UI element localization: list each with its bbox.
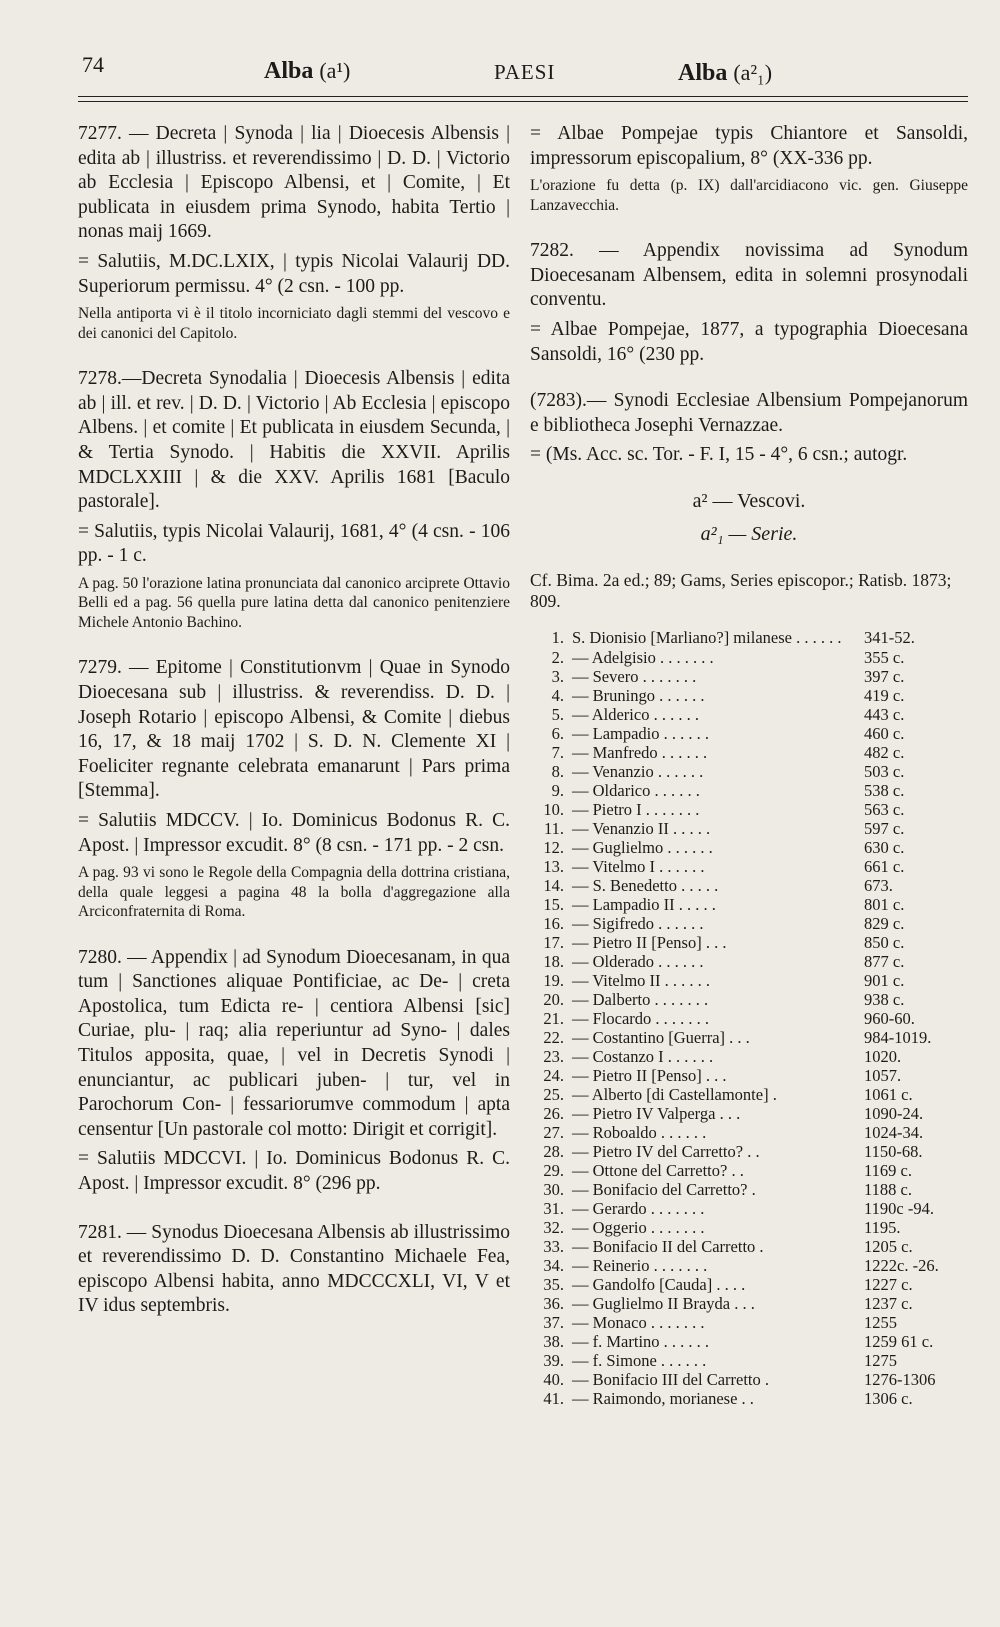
running-head-left-sub: (a¹) (319, 58, 351, 83)
bishop-row (530, 1332, 968, 1351)
bishop-row (530, 971, 968, 990)
bishop-name: — Lampadio II . . . . . (572, 894, 716, 914)
entry-7277 (78, 122, 510, 343)
bishop-name: — Severo . . . . . . . (572, 666, 697, 686)
bishop-date: 850 c. (864, 932, 905, 952)
running-head-right-sub: (a²₁) (733, 60, 773, 85)
bishop-number: 1. (551, 627, 564, 647)
bishop-date: 443 c. (864, 704, 905, 724)
bibliography-reference: Cf. Bima. 2a ed.; 89; Gams, Series episcopor.; Ratisb. 1873; 809. (530, 569, 952, 611)
right-column (530, 122, 968, 1408)
bishop-number: 23. (543, 1046, 564, 1066)
bishop-number: 37. (543, 1312, 564, 1332)
bishop-row (530, 1085, 968, 1104)
bishop-number: 20. (543, 989, 564, 1009)
bishop-date: 1227 c. (864, 1274, 913, 1294)
bishop-row (530, 1218, 968, 1237)
bishop-row (530, 743, 968, 762)
bishop-number: 15. (543, 894, 564, 914)
bishop-row (530, 1104, 968, 1123)
bishop-number: 5. (551, 704, 564, 724)
header-rule-thin (78, 101, 968, 102)
bishop-name: — Bonifacio III del Carretto . (572, 1369, 770, 1389)
bishop-name: — Bonifacio del Carretto? . (572, 1179, 756, 1199)
bishop-row (530, 1237, 968, 1256)
bishop-date: 1306 c. (864, 1388, 913, 1408)
entry-7283 (530, 389, 968, 468)
bishop-row (530, 648, 968, 667)
bishop-row (530, 724, 968, 743)
bishop-date: 1057. (864, 1065, 902, 1085)
bishop-number: 21. (543, 1008, 564, 1028)
bishop-row (530, 933, 968, 952)
bishop-row (530, 705, 968, 724)
bishop-row (530, 990, 968, 1009)
bishop-row (530, 914, 968, 933)
section-title: a² — Vescovi. (692, 489, 806, 512)
entry-imprint: = Salutiis, typis Nicolai Valaurij, 1681, 4° (4 csn. - 106 pp. - 1 c. (78, 520, 510, 567)
entry-imprint: = Salutiis MDCCVI. | Io. Dominicus Bodonus R. C. Apost. | Impressor excudit. 8° (296 pp. (78, 1148, 510, 1194)
bishop-date: 829 c. (864, 913, 905, 933)
bishop-number: 9. (551, 780, 564, 800)
bishop-row (530, 1047, 968, 1066)
bishop-number: 32. (543, 1217, 564, 1237)
bishop-date: 1190c -94. (864, 1198, 934, 1218)
bishop-row (530, 876, 968, 895)
bishop-row (530, 819, 968, 838)
bishop-row (530, 781, 968, 800)
bishop-date: 482 c. (864, 742, 905, 762)
bishop-name: — Oldarico . . . . . . (572, 780, 700, 800)
entry-7282 (530, 239, 968, 367)
bishop-date: 1237 c. (864, 1293, 913, 1313)
bishop-row (530, 800, 968, 819)
bishop-name: — Venanzio II . . . . . (572, 818, 711, 838)
bishop-date: 1169 c. (864, 1160, 912, 1180)
bishop-row (530, 628, 968, 648)
bishop-row (530, 1142, 968, 1161)
bishop-date: 901 c. (864, 970, 905, 990)
bishop-number: 29. (543, 1160, 564, 1180)
bishop-name: — Roboaldo . . . . . . (572, 1122, 707, 1142)
bishop-number: 17. (543, 932, 564, 952)
entry-7281 (78, 1221, 510, 1319)
page-number: 74 (82, 52, 104, 77)
bishop-name: — Ottone del Carretto? . . (572, 1160, 744, 1180)
entry-title: 7277. — Decreta | Synoda | lia | Dioecesis Albensis | edita ab | illustriss. et reverendissimo | D. D. | Victorio ab Ecclesia | Episcopo Albensi, et | Comite, | Et publicata in eiusdem prima Synodo, habita Tertio | nonas maij 1669. (78, 123, 510, 243)
bishop-date: 460 c. (864, 723, 905, 743)
bishop-name: — Costanzo I . . . . . . (572, 1046, 714, 1066)
entry-imprint: = Salutiis, M.DC.LXIX, | typis Nicolai Valaurij DD. Superiorum permissu. 4° (2 csn. - 100 pp. (78, 250, 510, 297)
bishop-number: 10. (543, 799, 564, 819)
bishop-number: 8. (551, 761, 564, 781)
entry-note: A pag. 50 l'orazione latina pronunciata dal canonico arciprete Ottavio Belli ed a pag. 56 quella pure latina detta dal canonico penitenziere Michele Antonio Bachino. (78, 574, 510, 631)
bishop-row (530, 895, 968, 914)
bishop-date: 563 c. (864, 799, 905, 819)
bishop-date: 1205 c. (864, 1236, 913, 1256)
bishop-date: 801 c. (864, 894, 905, 914)
bishop-row (530, 952, 968, 971)
bishop-date: 1259 61 c. (864, 1331, 934, 1351)
bishop-date: 661 c. (864, 856, 905, 876)
header-rule (78, 96, 968, 97)
bishop-number: 7. (551, 742, 564, 762)
bishop-name: — Pietro I . . . . . . . (572, 799, 700, 819)
bishop-name: — Vitelmo II . . . . . . (572, 970, 711, 990)
bishop-name: — Gandolfo [Cauda] . . . . (572, 1274, 746, 1294)
bishop-row (530, 1180, 968, 1199)
entry-title: 7282. — Appendix novissima ad Synodum Dioecesanam Albensem, edita in solemni prosynodali conventu. (530, 240, 968, 311)
bishop-number: 4. (551, 685, 564, 705)
bishop-date: 1222c. -26. (864, 1255, 939, 1275)
bishop-number: 24. (543, 1065, 564, 1085)
bishop-number: 36. (543, 1293, 564, 1313)
running-head-left-title: Alba (264, 58, 314, 84)
bishop-date: 960-60. (864, 1008, 915, 1028)
bishop-number: 41. (543, 1388, 564, 1408)
bishop-number: 11. (543, 818, 564, 838)
bishop-name: — Guglielmo . . . . . . (572, 837, 713, 857)
bishop-date: 1150-68. (864, 1141, 923, 1161)
entry-title: 7279. — Epitome | Constitutionvm | Quae in Synodo Dioecesana sub | illustriss. & reverendiss. D. D. | Joseph Rotario | episcopo Albensi, & Comite | diebus 16, 17, & 18 maij 1702 | S. D. N. Clemente XI | Foeliciter regnante celebrata emanarunt | Pars prima [Stemma]. (78, 657, 510, 802)
bishop-number: 34. (543, 1255, 564, 1275)
bishop-row (530, 762, 968, 781)
bishop-number: 38. (543, 1331, 564, 1351)
bishop-date: 877 c. (864, 951, 905, 971)
entry-note: A pag. 93 vi sono le Regole della Compagnia della dottrina cristiana, della quale leggesi a pagina 48 la bolla d'aggregazione alla Arciconfraternita di Roma. (78, 864, 510, 921)
bishop-name: — Reinerio . . . . . . . (572, 1255, 708, 1275)
bishop-date: 938 c. (864, 989, 905, 1009)
entry-7280 (78, 946, 510, 1197)
bishop-number: 33. (543, 1236, 564, 1256)
bishop-name: — Gerardo . . . . . . . (572, 1198, 705, 1218)
bishop-date: 341-52. (864, 627, 915, 647)
entry-imprint: = Salutiis MDCCV. | Io. Dominicus Bodonus R. C. Apost. | Impressor excudit. 8° (8 csn. - 171 pp. - 2 csn. (78, 809, 510, 856)
bishop-name: — Adelgisio . . . . . . . (572, 647, 714, 667)
bishop-name: — Pietro II [Penso] . . . (572, 932, 727, 952)
bishop-date: 1276-1306 (864, 1369, 936, 1389)
bishop-date: 1188 c. (864, 1179, 912, 1199)
bishop-date: 538 c. (864, 780, 905, 800)
bishop-number: 22. (543, 1027, 564, 1047)
running-head-right-title: Alba (678, 60, 728, 86)
bishop-row (530, 1256, 968, 1275)
bishop-name: — Guglielmo II Brayda . . . (572, 1293, 755, 1313)
bishop-number: 40. (543, 1369, 564, 1389)
bishop-date: 1275 (864, 1350, 897, 1370)
bishop-name: — Pietro II [Penso] . . . (572, 1065, 727, 1085)
bishop-row (530, 1370, 968, 1389)
bishop-row (530, 1066, 968, 1085)
bishop-name: — Costantino [Guerra] . . . (572, 1027, 750, 1047)
bishop-number: 19. (543, 970, 564, 990)
bishop-number: 2. (551, 647, 564, 667)
bishop-number: 14. (543, 875, 564, 895)
bishop-date: 503 c. (864, 761, 905, 781)
bishop-date: 673. (864, 875, 893, 895)
bishop-date: 1195. (864, 1217, 901, 1237)
bishop-date: 1061 c. (864, 1084, 913, 1104)
bishop-name: — Bonifacio II del Carretto . (572, 1236, 764, 1256)
bishop-name: — Dalberto . . . . . . . (572, 989, 709, 1009)
entry-title: 7280. — Appendix | ad Synodum Dioecesanam, in qua tum | Sanctiones aliquae Pontificiae, ac De- | creta Apostolica, tum Edicta re- | centiora Albensi [sic] Curiae, plu- | raq; alia reperiuntur ad Syno- | dales Titulos apposita, quae, | vel in Decretis Synodi | enunciantur, ac publicari juben- | tur, vel in Parochorum Con- | fessariorumve commodum | apta censentur [Un pastorale col motto: Dirigit et corrigit]. (78, 946, 510, 1140)
bishop-name: — Olderado . . . . . . (572, 951, 704, 971)
bishop-row (530, 1199, 968, 1218)
running-head-right (678, 60, 772, 87)
bishop-date: 630 c. (864, 837, 905, 857)
bishop-number: 3. (551, 666, 564, 686)
bishop-number: 31. (543, 1198, 564, 1218)
bishop-name: — f. Martino . . . . . . (572, 1331, 710, 1351)
bishop-date: 397 c. (864, 666, 905, 686)
bishop-row (530, 1294, 968, 1313)
entry-imprint: = Albae Pompejae typis Chiantore et Sansoldi, impressorum episcopalium, 8° (XX-336 pp. (530, 123, 968, 169)
bishop-date: 355 c. (864, 647, 905, 667)
bishop-row (530, 1313, 968, 1332)
bishop-name: — Lampadio . . . . . . (572, 723, 710, 743)
page-header (78, 48, 968, 96)
entry-title: (7283).— Synodi Ecclesiae Albensium Pompejanorum e bibliotheca Josephi Vernazzae. (530, 390, 968, 436)
bishop-name: — Monaco . . . . . . . (572, 1312, 705, 1332)
running-head-center: PAESI (494, 60, 556, 84)
bishop-date: 1020. (864, 1046, 902, 1066)
bishop-row (530, 686, 968, 705)
bishop-date: 1090-24. (864, 1103, 924, 1123)
bishop-name: — Pietro IV Valperga . . . (572, 1103, 741, 1123)
bishop-row (530, 1275, 968, 1294)
bishop-number: 13. (543, 856, 564, 876)
bishop-row (530, 1009, 968, 1028)
bishop-number: 39. (543, 1350, 564, 1370)
bishop-name: — Alberto [di Castellamonte] . (572, 1084, 777, 1104)
bishop-number: 28. (543, 1141, 564, 1161)
bishop-number: 27. (543, 1122, 564, 1142)
entry-note: Nella antiporta vi è il titolo incorniciato dagli stemmi del vescovo e dei canonici del Capitolo. (78, 305, 510, 342)
left-column (78, 122, 510, 1324)
bishop-name: — Flocardo . . . . . . . (572, 1008, 710, 1028)
bishop-row (530, 1161, 968, 1180)
bishop-row (530, 667, 968, 686)
bishop-name: — Oggerio . . . . . . . (572, 1217, 705, 1237)
bishop-date: 1024-34. (864, 1122, 924, 1142)
bishop-name: — Sigifredo . . . . . . (572, 913, 704, 933)
bishop-number: 12. (543, 837, 564, 857)
bishop-date: 984-1019. (864, 1027, 932, 1047)
bishop-date: 419 c. (864, 685, 905, 705)
bishop-number: 18. (543, 951, 564, 971)
running-head-left (264, 58, 350, 85)
entry-imprint: = (Ms. Acc. sc. Tor. - F. I, 15 - 4°, 6 csn.; autogr. (530, 444, 908, 466)
section-subtitle: a²₁ — Serie. (700, 522, 798, 545)
entry-7279 (78, 656, 510, 921)
bishop-row (530, 1123, 968, 1142)
bishop-row (530, 857, 968, 876)
bishop-number: 16. (543, 913, 564, 933)
entry-title: 7281. — Synodus Dioecesana Albensis ab illustrissimo et reverendissimo D. D. Constantino Michaele Fea, episcopo Albensi habita, anno MDCCCXLI, VI, V et IV idus septembris. (78, 1221, 510, 1317)
bishop-row (530, 838, 968, 857)
entry-title: 7278.—Decreta Synodalia | Dioecesis Albensis | edita ab | ill. et rev. | D. D. | Victorio | Ab Ecclesia | episcopo Albens. | et comite | Et publicata in eiusdem Secunda, | & Tertia Synodo. | Habitis die XXVII. Aprilis MDCLXXIII | & die XXV. Aprilis 1681 [Baculo pastorale]. (78, 368, 510, 513)
bishop-number: 6. (551, 723, 564, 743)
bishop-name: — Venanzio . . . . . . (572, 761, 704, 781)
bishop-number: 35. (543, 1274, 564, 1294)
bishop-name: — Bruningo . . . . . . (572, 685, 705, 705)
bishop-name: — S. Benedetto . . . . . (572, 875, 719, 895)
bishop-list (530, 628, 968, 1408)
bishop-row (530, 1028, 968, 1047)
bishop-number: 26. (543, 1103, 564, 1123)
bishop-name: — Alderico . . . . . . (572, 704, 699, 724)
bishop-row (530, 1351, 968, 1370)
bishop-number: 25. (543, 1084, 564, 1104)
entry-7278 (78, 367, 510, 632)
bishop-date: 1255 (864, 1312, 897, 1332)
bishop-name: — Manfredo . . . . . . (572, 742, 708, 762)
entry-imprint: = Albae Pompejae, 1877, a typographia Dioecesana Sansoldi, 16° (230 pp. (530, 318, 968, 365)
bishop-row (530, 1389, 968, 1408)
bishop-name: — Raimondo, morianese . . (572, 1388, 754, 1408)
bishop-number: 30. (543, 1179, 564, 1199)
bishop-name: — Pietro IV del Carretto? . . (572, 1141, 760, 1161)
entry-7281-continued (530, 122, 968, 215)
bishop-name: — f. Simone . . . . . . (572, 1350, 707, 1370)
bishop-name: — Vitelmo I . . . . . . (572, 856, 705, 876)
bishop-date: 597 c. (864, 818, 905, 838)
entry-note: L'orazione fu detta (p. IX) dall'arcidiacono vic. gen. Giuseppe Lanzavecchia. (530, 177, 968, 214)
bishop-name: S. Dionisio [Marliano?] milanese . . . . . . (572, 627, 842, 647)
